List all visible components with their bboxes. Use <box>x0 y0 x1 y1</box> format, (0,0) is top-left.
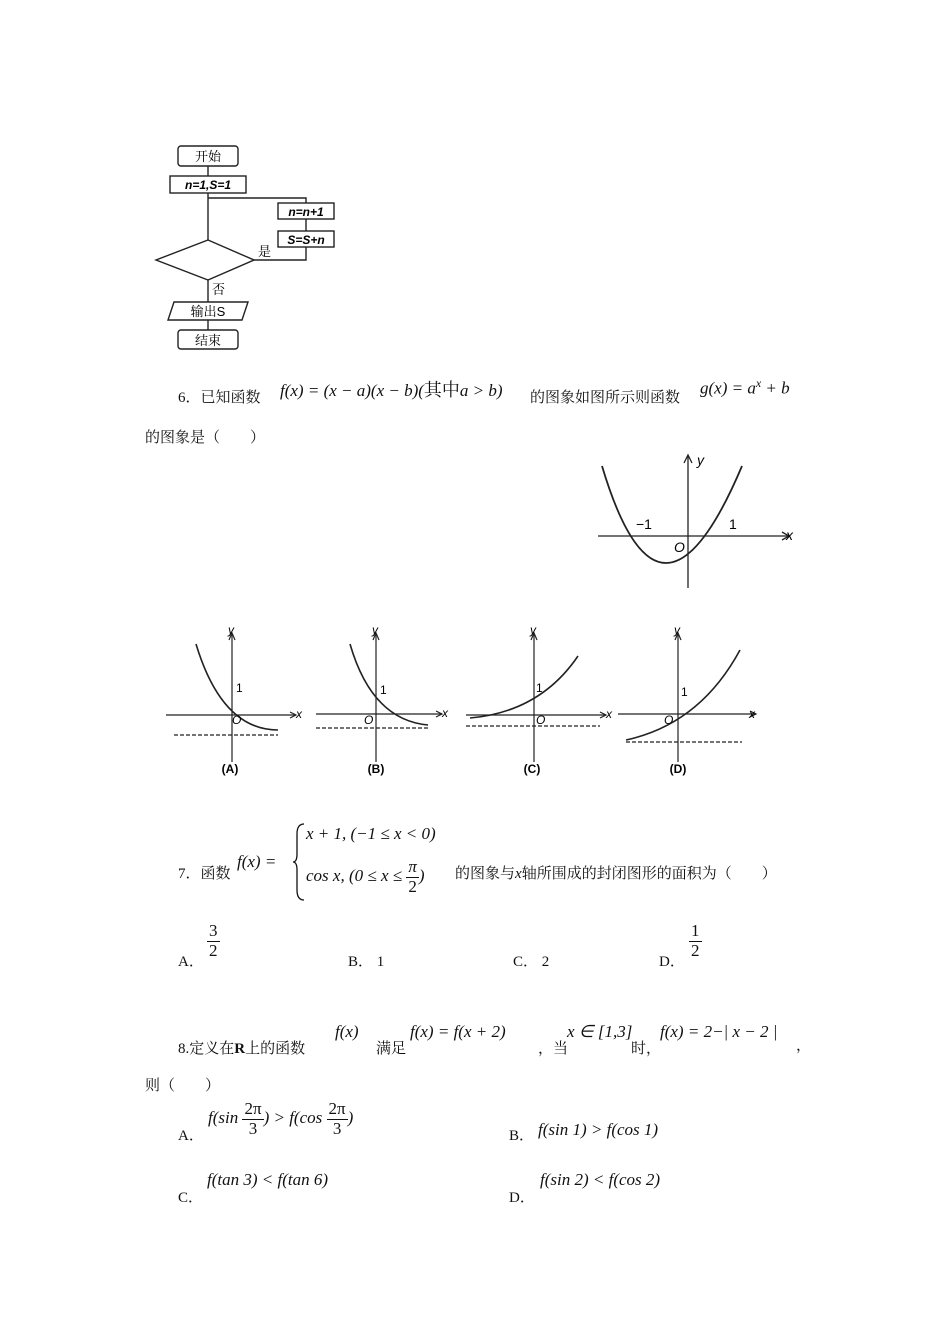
q8-stem-a: 8.定义在R上的函数 <box>178 1041 306 1057</box>
flow-output-label: 输出S <box>190 304 226 319</box>
flow-step1-label: n=n+1 <box>288 205 324 219</box>
svg-text:1: 1 <box>536 681 543 695</box>
svg-text:y: y <box>674 623 680 637</box>
q8-option-d-expr: f(sin 2) < f(cos 2) <box>540 1170 661 1189</box>
q7-fx: f(x) = <box>237 852 277 871</box>
svg-text:O: O <box>674 539 685 555</box>
svg-text:x: x <box>749 707 755 721</box>
q7-option-a: A． <box>178 954 204 970</box>
q7-option-d-fraction: $\frac{1}{2}$ <box>691 921 700 960</box>
option-d-label: (D) <box>669 762 687 776</box>
q7-option-b: B． 1 <box>348 954 385 970</box>
flow-start-label: 开始 <box>194 149 222 164</box>
q8-eq2: f(x) = 2−| x − 2 | <box>660 1022 778 1041</box>
q7-case2: cos x, (0 ≤ x ≤ $\frac{\pi}{2}$ ) <box>306 857 425 896</box>
option-b-curve <box>350 644 428 725</box>
q6-stem-c: 的图象是（ ） <box>145 430 266 446</box>
q6-formula-f: f(x) = (x − a)(x − b)(其中a > b) <box>280 380 503 401</box>
flow-yes-label: 是 <box>258 244 272 259</box>
svg-text:O: O <box>232 713 242 727</box>
svg-text:y: y <box>697 452 704 468</box>
option-c-label: (C) <box>523 762 541 776</box>
svg-text:x: x <box>442 706 448 720</box>
q6-parabola-curve <box>602 466 742 563</box>
q6-stem-b: 的图象如图所示则函数 <box>530 390 681 406</box>
q8-stem-f: ， <box>796 1038 812 1054</box>
flow-init-label: n=1,S=1 <box>184 178 232 192</box>
svg-text:y: y <box>530 623 536 637</box>
svg-text:x: x <box>606 707 612 721</box>
q6-number: 6． <box>178 390 201 406</box>
svg-text:O: O <box>664 713 674 727</box>
q8-option-a-expr: f(sin $\frac{2\pi}{3}$ ) > f(cos $\frac{2\pi}{3}$ ) <box>208 1099 354 1138</box>
q8-stem-d: ，当 <box>538 1041 569 1057</box>
flow-end-label: 结束 <box>194 333 222 348</box>
flowchart <box>150 140 350 355</box>
q7-stem-line: 7．函数 <box>178 866 231 882</box>
q6-formula-g: $g(x) = a^x + b$ <box>700 376 790 398</box>
q8-cond: x ∈ [1,3] <box>567 1022 633 1041</box>
option-c-curve <box>470 656 578 718</box>
q8-stem-e: 时， <box>631 1041 662 1057</box>
svg-text:1: 1 <box>681 685 688 699</box>
q8-eq1: f(x) = f(x + 2) <box>410 1022 506 1041</box>
svg-text:1: 1 <box>729 516 737 532</box>
q7-left-brace <box>292 822 306 902</box>
q6-parabola-graph <box>590 448 805 590</box>
q8-fx: f(x) <box>335 1022 359 1041</box>
q8-stem-g: 则（ ） <box>145 1078 221 1094</box>
q8-option-b-label: B． <box>509 1128 535 1144</box>
q7-option-c: C． 2 <box>513 954 550 970</box>
svg-text:x: x <box>786 527 793 543</box>
q6-qizhong: 其中 <box>423 380 460 401</box>
option-b-label: (B) <box>367 762 385 776</box>
q8-option-d-label: D． <box>509 1190 535 1206</box>
q7-option-a-fraction: $\frac{3}{2}$ <box>209 921 218 960</box>
q6-stem-line <box>178 386 261 407</box>
svg-text:x: x <box>296 707 302 721</box>
q7-number: 7． <box>178 866 201 882</box>
q7-stem-tail: 的图象与x轴所围成的封闭图形的面积为（ ） <box>455 866 777 882</box>
q7-case1: x + 1, (−1 ≤ x < 0) <box>306 824 436 843</box>
svg-text:y: y <box>228 623 234 637</box>
svg-text:O: O <box>536 713 546 727</box>
q8-option-b-expr: f(sin 1) > f(cos 1) <box>538 1120 659 1139</box>
svg-text:1: 1 <box>380 683 387 697</box>
q8-option-c-expr: f(tan 3) < f(tan 6) <box>207 1170 329 1189</box>
q6-option-graphs <box>160 622 760 784</box>
option-a-label: (A) <box>221 762 239 776</box>
q8-option-c-label: C． <box>178 1190 204 1206</box>
q7-option-d: D． <box>659 954 685 970</box>
svg-text:O: O <box>364 713 374 727</box>
flow-decision-diamond <box>156 240 254 280</box>
svg-text:−1: −1 <box>636 516 652 532</box>
svg-text:1: 1 <box>236 681 243 695</box>
flow-step2-label: S=S+n <box>287 233 325 247</box>
svg-text:y: y <box>372 623 378 637</box>
q6-stem-a: 已知函数 <box>200 390 261 406</box>
q8-stem-c: 满足 <box>376 1041 407 1057</box>
q8-option-a-label: A． <box>178 1128 204 1144</box>
flow-no-label: 否 <box>212 282 226 297</box>
